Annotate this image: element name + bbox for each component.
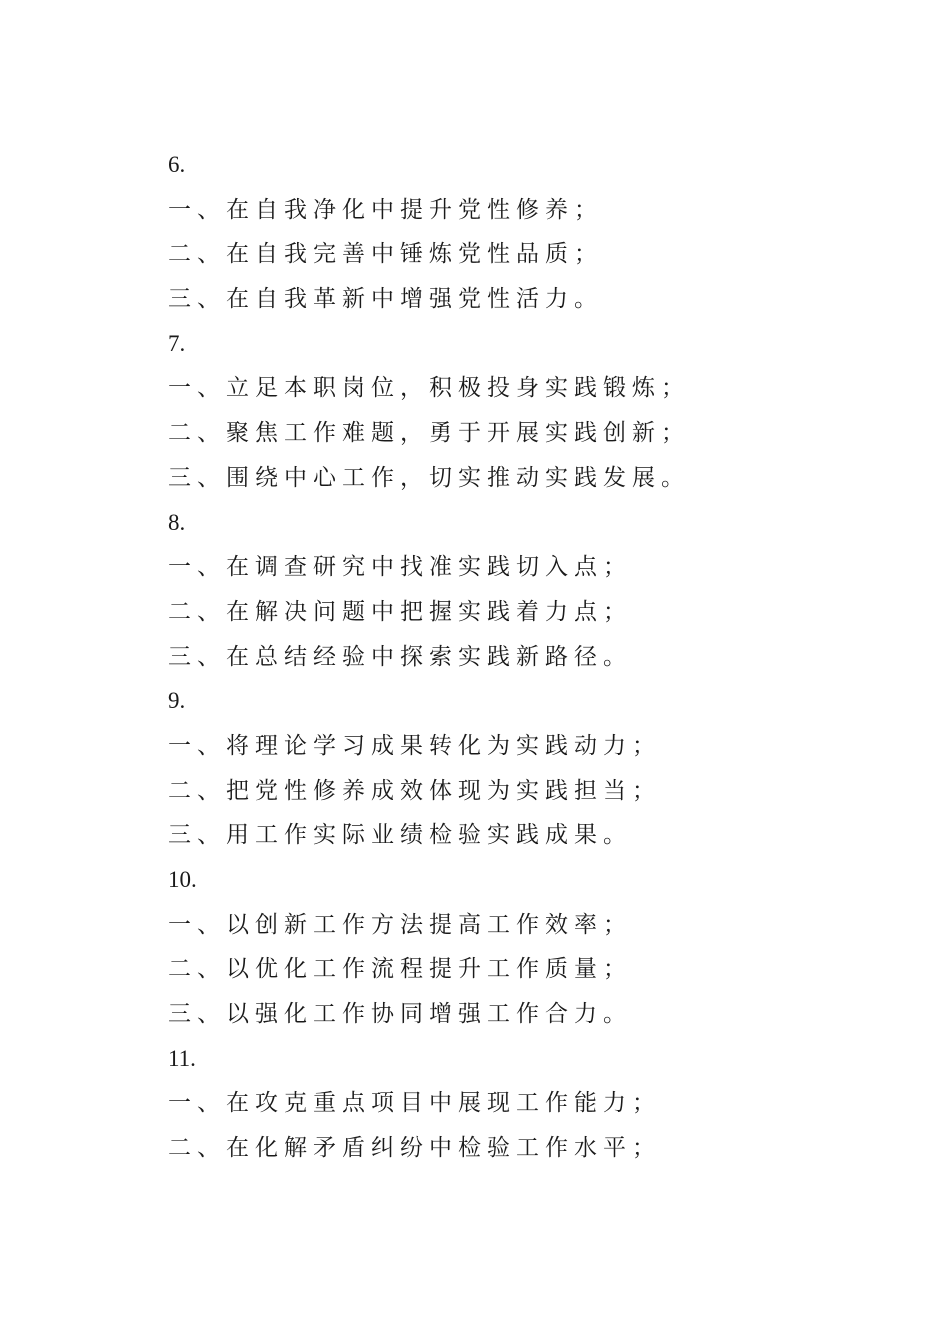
- list-item: 二、在自我完善中锤炼党性品质；: [168, 241, 603, 268]
- list-item: 三、在总结经验中探索实践新路径。: [168, 643, 632, 670]
- list-item: 二、在化解矛盾纠纷中检验工作水平；: [168, 1135, 661, 1162]
- document-body: [168, 143, 868, 1171]
- section-number: 8.: [168, 509, 186, 535]
- section-number: 10.: [168, 867, 197, 892]
- section-number: 9.: [168, 688, 186, 714]
- list-item: 一、以创新工作方法提高工作效率；: [168, 911, 632, 938]
- list-item: 一、在调查研究中找准实践切入点；: [168, 554, 632, 581]
- list-item: 三、在自我革新中增强党性活力。: [168, 286, 603, 313]
- list-item: 三、围绕中心工作，切实推动实践发展。: [168, 464, 690, 491]
- list-item: 三、以强化工作协同增强工作合力。: [168, 1001, 632, 1028]
- list-item: 一、在自我净化中提升党性修养；: [168, 196, 603, 223]
- list-item: 二、在解决问题中把握实践着力点；: [168, 598, 632, 625]
- section-number: 6.: [168, 152, 186, 177]
- list-item: 二、以优化工作流程提升工作质量；: [168, 956, 632, 983]
- section-number: 11.: [168, 1045, 196, 1071]
- list-item: 三、用工作实际业绩检验实践成果。: [168, 822, 632, 849]
- list-item: 一、在攻克重点项目中展现工作能力；: [168, 1090, 661, 1117]
- section-number: 7.: [168, 330, 186, 356]
- list-item: 二、聚焦工作难题，勇于开展实践创新；: [168, 420, 690, 447]
- list-item: 一、立足本职岗位，积极投身实践锻炼；: [168, 375, 690, 402]
- list-item: 二、把党性修养成效体现为实践担当；: [168, 777, 661, 804]
- list-item: 一、将理论学习成果转化为实践动力；: [168, 732, 661, 759]
